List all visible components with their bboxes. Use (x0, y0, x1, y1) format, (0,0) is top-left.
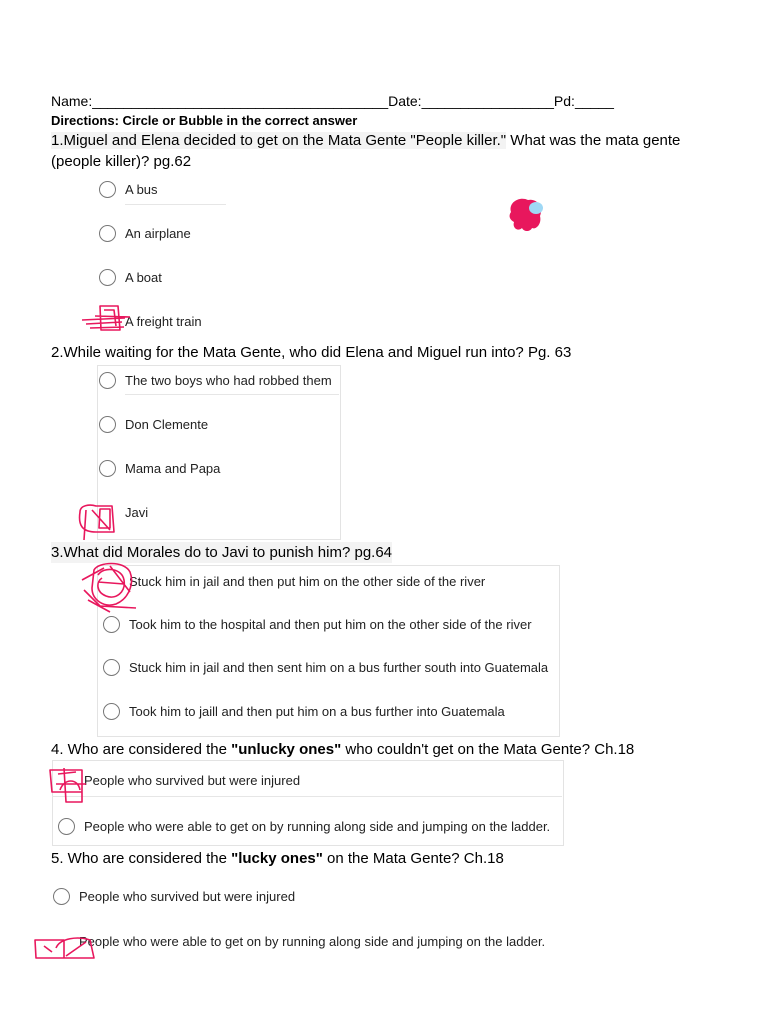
question-5-prompt-b: on the Mata Gente? Ch.18 (322, 850, 504, 867)
q4-option-a[interactable] (58, 772, 300, 789)
option-label: People who were able to get on by running along side and jumping on the ladder. (79, 934, 546, 949)
radio-button[interactable] (58, 772, 75, 789)
radio-button[interactable] (53, 933, 70, 950)
question-1-prompt-a: 1.Miguel and Elena decided to get on the Mata Gente "People killer." (51, 132, 507, 149)
option-label: An airplane (125, 226, 191, 241)
question-1 (51, 130, 691, 172)
question-4-prompt-a: 4. Who are considered the (51, 741, 232, 758)
name-date-period-line[interactable]: Name:______________________________________Date:_________________Pd:_____ (51, 93, 614, 109)
q2-option-d[interactable] (99, 504, 148, 521)
radio-button[interactable] (103, 573, 120, 590)
option-label: The two boys who had robbed them (125, 373, 332, 388)
radio-button[interactable] (99, 504, 116, 521)
q2-option-b[interactable] (99, 416, 208, 433)
option-label: Stuck him in jail and then put him on the other side of the river (129, 574, 486, 589)
radio-button[interactable] (99, 372, 116, 389)
q3-option-b[interactable] (103, 616, 532, 633)
radio-button[interactable] (99, 225, 116, 242)
option-label: People who survived but were injured (84, 773, 301, 788)
option-label: Took him to the hospital and then put him on the other side of the river (129, 617, 532, 632)
option-label: Mama and Papa (125, 461, 221, 476)
question-3: 3.What did Morales do to Javi to punish him? pg.64 (51, 544, 393, 561)
option-label: Took him to jaill and then put him on a bus further into Guatemala (129, 704, 505, 719)
q2-option-c[interactable] (99, 460, 220, 477)
option-label: Don Clemente (125, 417, 209, 432)
radio-button[interactable] (103, 703, 120, 720)
q3-option-a[interactable] (103, 573, 485, 590)
q3-option-c[interactable] (103, 659, 548, 676)
q3-option-d[interactable] (103, 703, 505, 720)
radio-button[interactable] (103, 659, 120, 676)
option-label: Javi (125, 505, 149, 520)
radio-button[interactable] (99, 416, 116, 433)
option-label: A bus (125, 182, 158, 197)
q4-option-b[interactable] (58, 818, 550, 835)
directions: Directions: Circle or Bubble in the correct answer (51, 113, 358, 128)
q1-option-a[interactable] (99, 181, 158, 198)
option-label: People who survived but were injured (79, 889, 296, 904)
radio-button[interactable] (99, 460, 116, 477)
question-2: 2.While waiting for the Mata Gente, who did Elena and Miguel run into? Pg. 63 (51, 344, 572, 361)
option-label: A freight train (125, 314, 202, 329)
question-1-prompt-b: What was the mata gente (people killer)? pg.62 (51, 132, 681, 170)
radio-button[interactable] (99, 269, 116, 286)
q5-option-a[interactable] (53, 888, 295, 905)
radio-button[interactable] (99, 313, 116, 330)
option-label: People who were able to get on by running along side and jumping on the ladder. (84, 819, 551, 834)
q5-option-b[interactable] (53, 933, 545, 950)
divider (52, 796, 562, 797)
question-5-keyword: "lucky ones" (231, 850, 323, 867)
radio-button[interactable] (58, 818, 75, 835)
radio-button[interactable] (53, 888, 70, 905)
q2-option-a[interactable] (99, 372, 332, 389)
pink-blob-sticker (510, 199, 543, 231)
q1-option-b[interactable] (99, 225, 191, 242)
divider (125, 204, 226, 205)
q1-option-d[interactable] (99, 313, 202, 330)
question-4 (51, 739, 634, 760)
question-4-prompt-b: who couldn't get on the Mata Gente? Ch.18 (341, 741, 635, 758)
question-5-prompt-a: 5. Who are considered the (51, 850, 232, 867)
option-label: Stuck him in jail and then sent him on a bus further south into Guatemala (129, 660, 549, 675)
option-label: A boat (125, 270, 162, 285)
q1-option-c[interactable] (99, 269, 162, 286)
divider (125, 394, 339, 395)
radio-button[interactable] (103, 616, 120, 633)
question-4-keyword: "unlucky ones" (231, 741, 342, 758)
radio-button[interactable] (99, 181, 116, 198)
question-5 (51, 848, 504, 869)
